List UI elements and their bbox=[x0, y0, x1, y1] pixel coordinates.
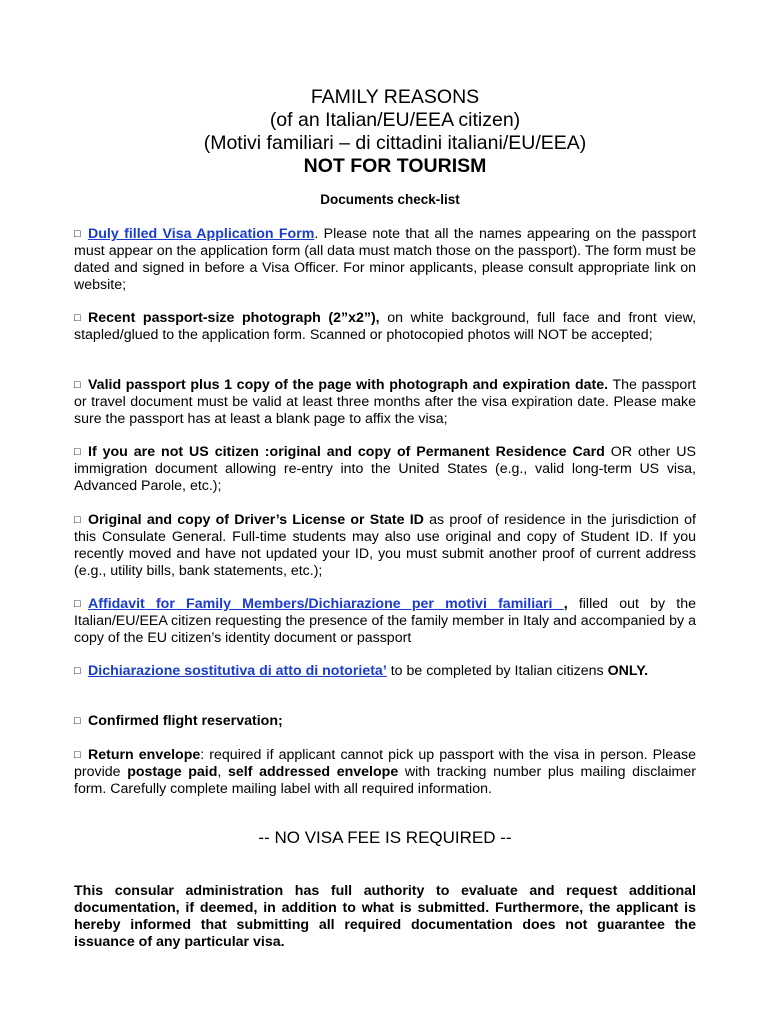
item-text: filled out by the Italian/EU/EEA citizen requesting the presence of the family member in Italy and accompanied by a copy of the EU citizen’s identity document or passport bbox=[74, 596, 697, 646]
checkbox-icon: □ bbox=[74, 749, 81, 761]
visa-fee-notice: -- NO VISA FEE IS REQUIRED -- bbox=[258, 828, 512, 847]
checklist-item-passport bbox=[74, 377, 696, 428]
checklist-item-dichiarazione bbox=[74, 663, 696, 680]
item-text: The passport or travel document must be valid at least three months after the visa expiration date. Please make sure the passport has at least a blank page to affix the visa; bbox=[74, 377, 696, 427]
checklist-item-residence bbox=[74, 444, 696, 495]
checkbox-icon: □ bbox=[74, 312, 81, 324]
self-addressed-envelope-text: self addressed envelope bbox=[228, 764, 399, 780]
item-text: . Please note that all the names appearing on the passport must appear on the application form (all data must match those on the passport). The form must be dated and signed in before a Visa Officer. For minor applicants, please consult appropriate link on website; bbox=[74, 226, 697, 293]
checkbox-icon: □ bbox=[74, 598, 81, 610]
document-title bbox=[0, 86, 770, 178]
checklist-heading: Documents check-list bbox=[320, 192, 460, 207]
item-bold-text: If you are not US citizen :original and copy of Permanent Residence Card bbox=[88, 444, 605, 460]
item-bold-text: Return envelope bbox=[88, 747, 201, 763]
item-bold-text: Recent passport-size photograph (2”x2”), bbox=[88, 310, 380, 326]
item-text: , bbox=[217, 764, 228, 780]
item-text: on white background, full face and front view, stapled/glued to the application form. Scanned or photocopied photos will NOT be accepted; bbox=[74, 310, 697, 343]
title-citizen-it: (Motivi familiari – di cittadini italiani/EU/EEA) bbox=[203, 132, 587, 154]
checklist-item-return-envelope bbox=[74, 747, 696, 798]
checklist-item-affidavit bbox=[74, 596, 696, 647]
checklist-item-photograph bbox=[74, 310, 696, 344]
item-bold-text: Original and copy of Driver’s License or State ID bbox=[88, 512, 424, 528]
checkbox-icon: □ bbox=[74, 228, 81, 240]
item-bold-text: ONLY. bbox=[607, 663, 649, 679]
title-citizen-en: (of an Italian/EU/EEA citizen) bbox=[269, 109, 521, 131]
postage-paid-text: postage paid bbox=[127, 764, 218, 780]
visa-application-form-link[interactable]: Duly filled Visa Application Form bbox=[88, 226, 315, 242]
item-text: to be completed by Italian citizens bbox=[386, 663, 608, 679]
dichiarazione-link[interactable]: Dichiarazione sostitutiva di atto di notorieta’ bbox=[88, 663, 387, 679]
item-bold-text: , bbox=[563, 596, 568, 612]
item-text: OR other US immigration document allowing re-entry into the United States (e.g., valid long-term US visa, Advanced Parole, etc.); bbox=[74, 444, 697, 494]
affidavit-link[interactable]: Affidavit for Family Members/Dichiarazione per motivi familiari bbox=[88, 596, 564, 612]
disclaimer-paragraph: This consular administration has full authority to evaluate and request additional documentation, if deemed, in addition to what is submitted. Furthermore, the applicant is hereby informed that submitting all required documentation does not guarantee the issuance of any particular visa. bbox=[74, 883, 696, 950]
checklist-item-drivers-license bbox=[74, 512, 696, 580]
checkbox-icon: □ bbox=[74, 379, 81, 391]
item-text: with tracking number plus mailing disclaimer form. Carefully complete mailing label with all required information. bbox=[74, 764, 696, 797]
item-text: : required if applicant cannot pick up passport with the visa in person. Please provide bbox=[74, 747, 696, 780]
title-not-for-tourism: NOT FOR TOURISM bbox=[303, 155, 487, 177]
checkbox-icon: □ bbox=[74, 715, 81, 727]
checklist-item-flight bbox=[74, 713, 696, 730]
item-bold-text: Valid passport plus 1 copy of the page with photograph and expiration date. bbox=[88, 377, 609, 393]
checkbox-icon: □ bbox=[74, 514, 81, 526]
title-family-reasons: FAMILY REASONS bbox=[310, 86, 480, 108]
checkbox-icon: □ bbox=[74, 665, 81, 677]
item-bold-text: Confirmed flight reservation; bbox=[88, 713, 283, 729]
checklist-item-application-form bbox=[74, 226, 696, 294]
item-text: as proof of residence in the jurisdiction of this Consulate General. Full-time students may also use original and copy of Student ID. If you recently moved and have not updated your ID, you must submit another proof of current address (e.g., utility bills, bank statements, etc.); bbox=[74, 512, 696, 579]
checkbox-icon: □ bbox=[74, 446, 81, 458]
